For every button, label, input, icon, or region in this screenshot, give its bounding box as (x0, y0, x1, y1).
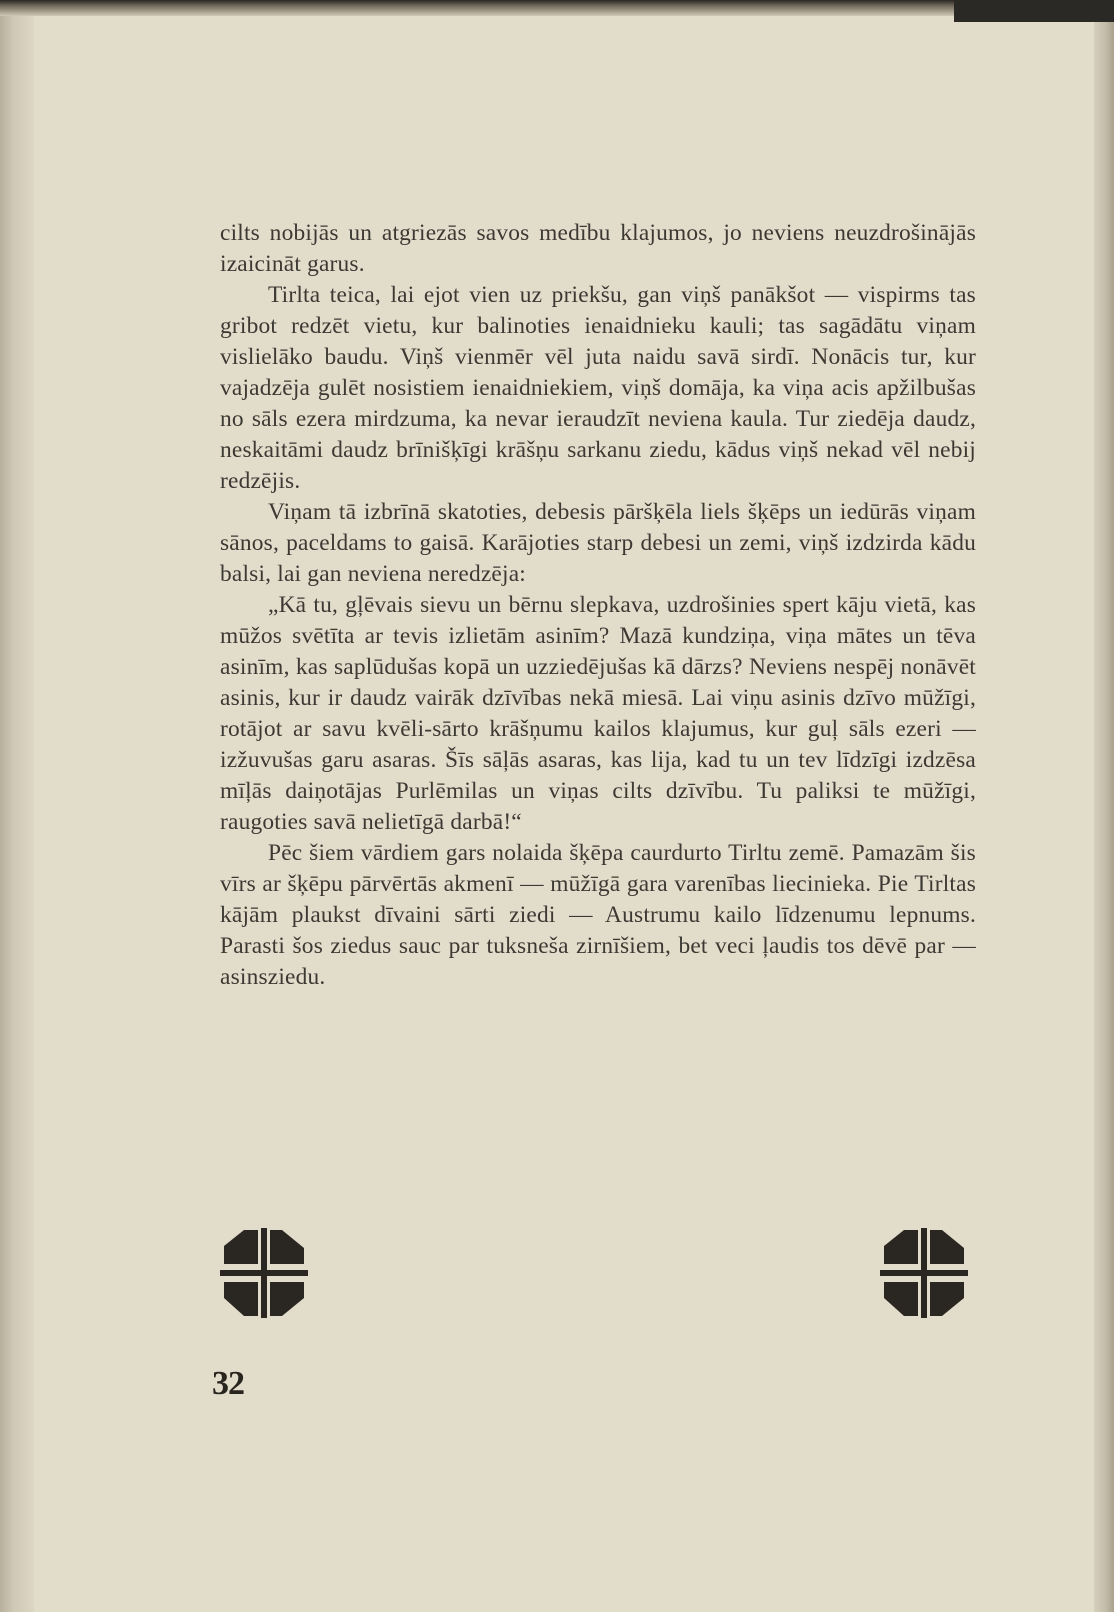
body-text (220, 218, 976, 993)
paragraph: cilts nobijās un atgriezās savos medību klajumos, jo neviens neuzdrošinājās izaicināt garus. (220, 220, 976, 277)
paragraph: Tirlta teica, lai ejot vien uz priekšu, gan viņš panākšot — vispirms tas gribot redzēt vietu, kur balinoties ienaidnieku kauli; tas sagādātu viņam vislielāko baudu. Viņš vienmēr vēl juta naidu savā sirdī. Nonācis tur, kur vajadzēja gulēt nosistiem ienaidniekiem, viņš domāja, ka viņa acis apžilbušas no sāls ezera mirdzuma, ka nevar ieraudzīt neviena kaula. Tur ziedēja daudz, neskaitāmi daudz brīnišķīgi krāšņu sarkanu ziedu, kādus viņš nekad vēl nebij redzējis. (220, 282, 976, 494)
paragraph: Viņam tā izbrīnā skatoties, debesis pāršķēla liels šķēps un iedūrās viņam sānos, paceldams to gaisā. Karājoties starp debesi un zemi, viņš izdzirda kādu balsi, lai gan neviena neredzēja: (220, 499, 976, 587)
page-binding (0, 0, 34, 1612)
page-right-edge (1094, 0, 1114, 1612)
paragraph: Pēc šiem vārdiem gars nolaida šķēpa caurdurto Tirltu zemē. Pamazām šis vīrs ar šķēpu pārvērtās akmenī — mūžīgā gara varenības liecinieka. Pie Tirltas kājām plaukst dīvaini sārti ziedi — Austrumu kailo līdzenumu lepnums. Parasti šos ziedus sauc par tuksneša zirnīšiem, bet veci ļaudis tos dēvē par — asinsziedu. (220, 840, 976, 990)
cross-ornament-icon (880, 1228, 968, 1318)
page-top-edge (0, 0, 1114, 16)
cross-ornament-icon (220, 1228, 308, 1318)
paragraph: „Kā tu, gļēvais sievu un bērnu slepkava, uzdrošinies spert kāju vietā, kas mūžos svētīta ar tevis izlietām asinīm? Mazā kundziņa, viņa mātes un tēva asinīm, kas saplūdušas kopā un uzziedējušas kā dārzs? Neviens nespēj nonāvēt asinis, kur ir daudz vairāk dzīvības nekā miesā. Lai viņu asinis dzīvo mūžīgi, rotājot ar savu kvēli-sārto krāšņumu kailos klajumus, kur guļ sāls ezeri — izžuvušas garu asaras. Šīs sāļās asaras, kas lija, kad tu un tev līdzīgi izdzēsa mīļās daiņotājas Purlēmilas un viņas cilts dzīvību. Tu paliksi te mūžīgi, raugoties savā nelietīgā darbā!“ (220, 592, 976, 835)
page-corner-shadow (954, 0, 1114, 22)
page-number: 32 (212, 1365, 244, 1402)
